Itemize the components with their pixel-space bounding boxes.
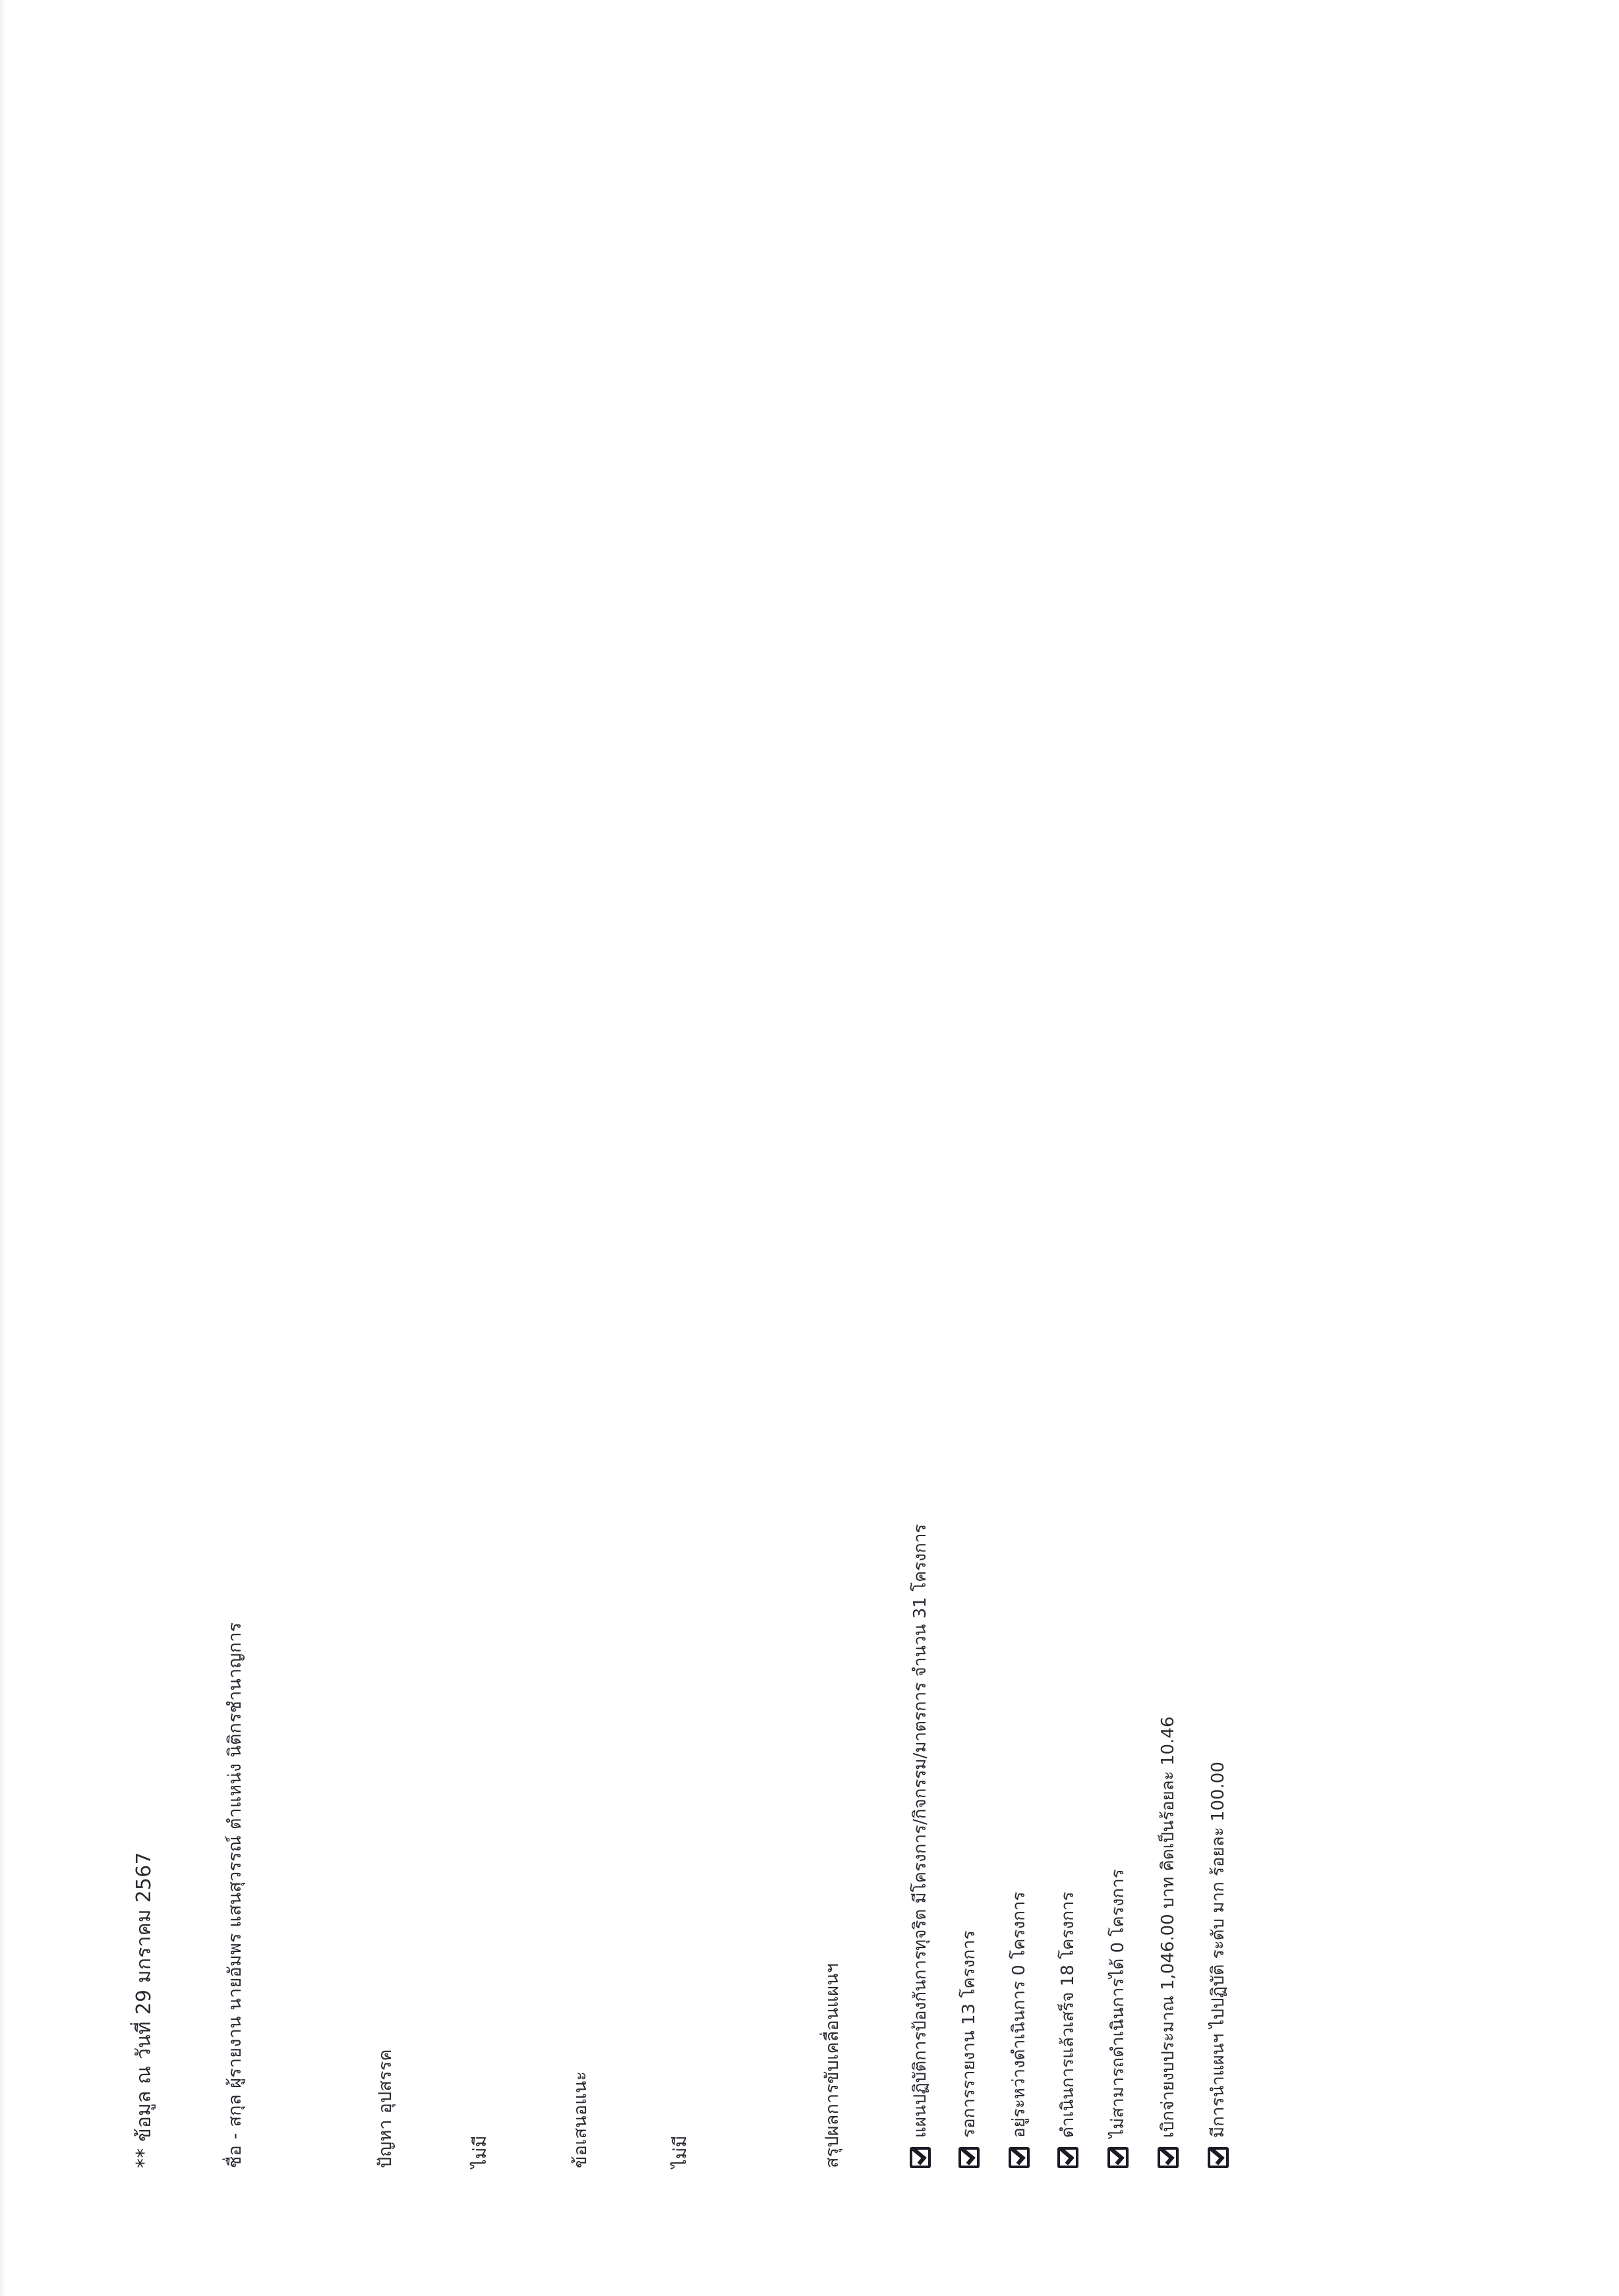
data-date-line: ** ข้อมูล ณ วันที่ 29 มกราคม 2567 [132, 1852, 156, 2168]
problems-heading: ปัญหา อุปสรรค [375, 2049, 396, 2168]
checked-box-icon [1107, 2147, 1129, 2168]
checked-box-icon [958, 2147, 980, 2168]
summary-item-text: มีการนำแผนฯ ไปปฏิบัติ ระดับ มาก ร้อยละ 100.00 [1208, 1762, 1228, 2138]
summary-item [1105, 1869, 1131, 2168]
summary-item-text: ไม่สามารถดำเนินการได้ 0 โครงการ [1108, 1869, 1128, 2138]
suggestions-heading: ข้อเสนอแนะ [570, 2071, 591, 2168]
summary-item-text: เบิกจ่ายงบประมาณ 1,046.00 บาท คิดเป็นร้อยละ 10.46 [1158, 1716, 1178, 2138]
summary-item [956, 1930, 982, 2168]
summary-item-text: อยู่ระหว่างดำเนินการ 0 โครงการ [1009, 1891, 1029, 2138]
summary-item-text: แผนปฏิบัติการป้องกันการทุจริต มีโครงการ/กิจกรรม/มาตรการ จำนวน 31 โครงการ [910, 1524, 930, 2138]
summary-item-text: ดำเนินการแล้วเสร็จ 18 โครงการ [1058, 1891, 1078, 2138]
checked-box-icon [1208, 2147, 1229, 2168]
scan-edge-shadow [0, 0, 5, 2296]
checked-box-icon [1057, 2147, 1078, 2168]
summary-heading: สรุปผลการขับเคลื่อนแผนฯ [822, 1963, 842, 2168]
checked-box-icon [1009, 2147, 1030, 2168]
summary-item [1205, 1762, 1231, 2168]
checked-box-icon [1158, 2147, 1179, 2168]
problems-value: ไม่มี [470, 2135, 490, 2168]
suggestions-value: ไม่มี [670, 2135, 691, 2168]
summary-item [1006, 1892, 1032, 2168]
checked-box-icon [910, 2147, 931, 2168]
summary-item [1055, 1892, 1081, 2168]
reporter-line: ชื่อ - สกุล ผู้รายงาน นายอัมพร แสนสุวรรณ์ ตำแหน่ง นิติกรชำนาญการ [225, 1622, 245, 2168]
summary-item [907, 1524, 933, 2168]
summary-item [1155, 1717, 1181, 2168]
summary-item-text: รอการรายงาน 13 โครงการ [959, 1930, 979, 2138]
